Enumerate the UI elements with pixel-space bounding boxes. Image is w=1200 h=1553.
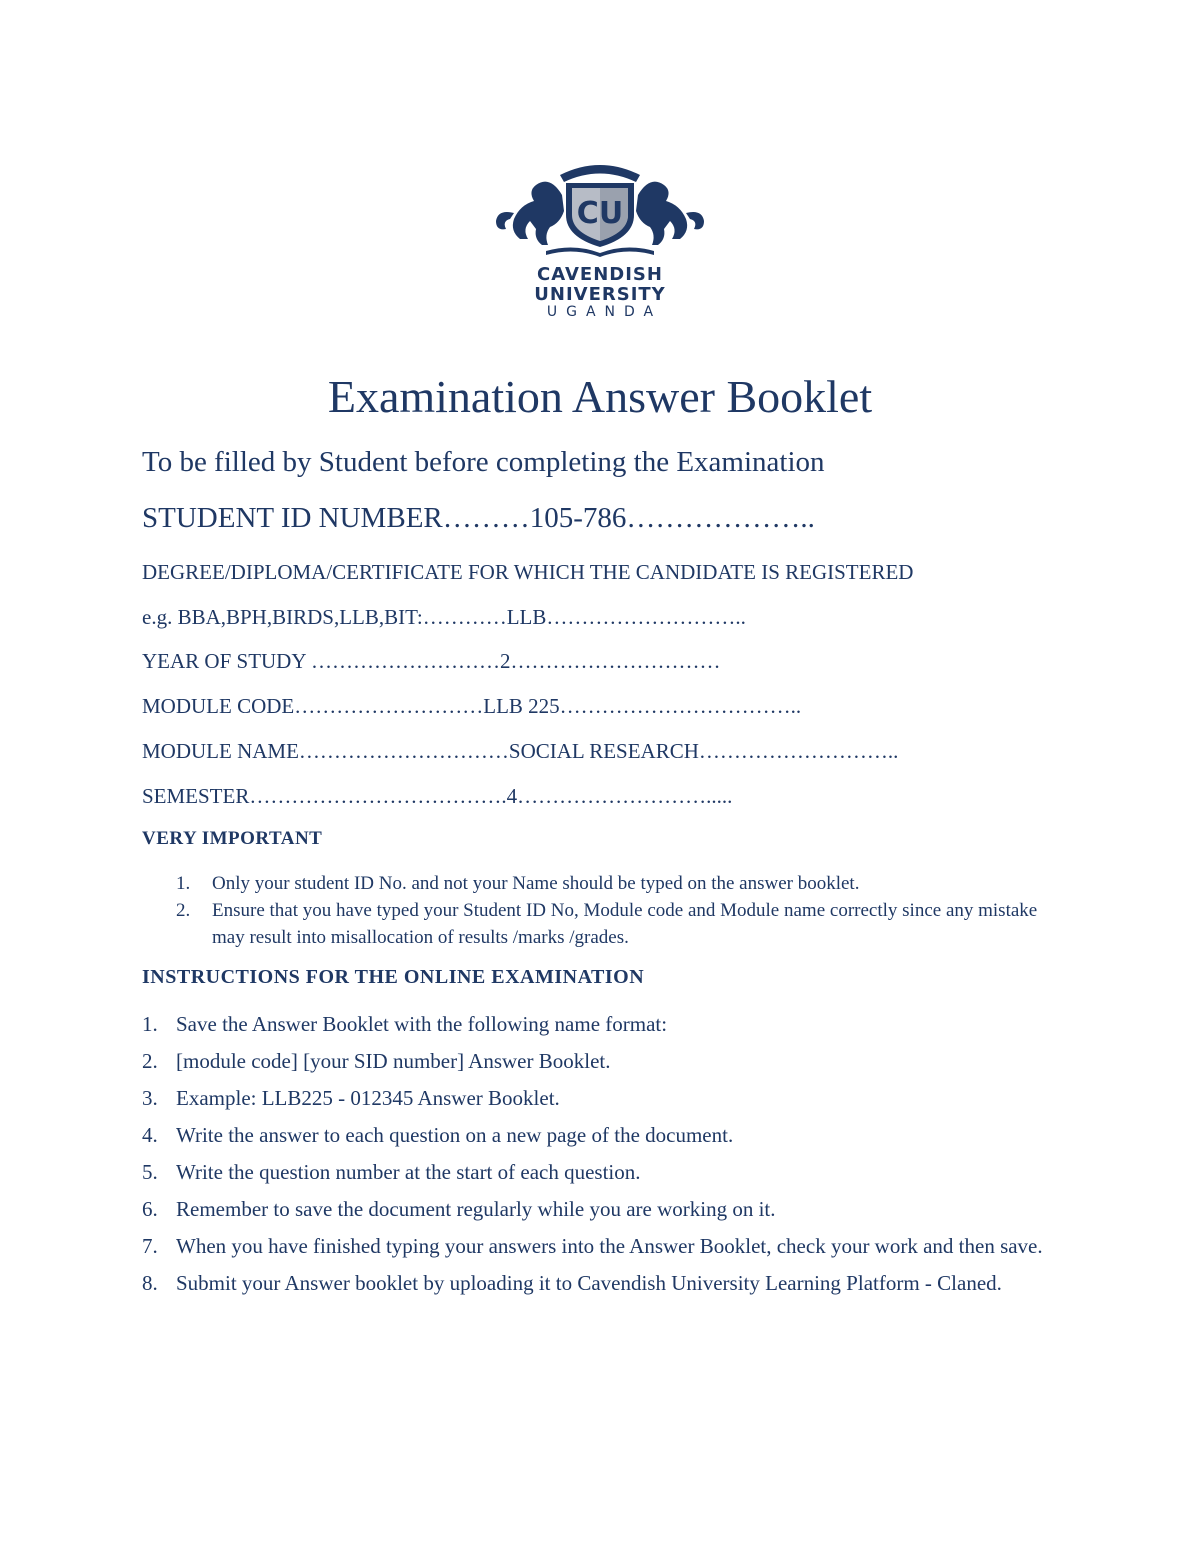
list-item	[142, 897, 1062, 951]
list-item	[142, 1159, 1062, 1186]
list-item	[142, 1011, 1062, 1038]
list-text: Submit your Answer booklet by uploading it to Cavendish University Learning Platform - Claned.	[176, 1271, 1002, 1295]
list-text: Save the Answer Booklet with the following name format:	[176, 1012, 668, 1036]
instructions-heading: INSTRUCTIONS FOR THE ONLINE EXAMINATION	[142, 966, 645, 988]
list-item	[142, 1048, 1062, 1075]
list-item	[142, 1122, 1062, 1149]
list-number: 6.	[142, 1197, 158, 1221]
list-number: 7.	[142, 1234, 158, 1258]
list-text: Example: LLB225 - 012345 Answer Booklet.	[176, 1086, 560, 1110]
student-id-line: STUDENT ID NUMBER………105-786………………..	[142, 502, 815, 534]
list-text: Only your student ID No. and not your Name should be typed on the answer booklet.	[212, 873, 860, 894]
logo-name-line3: UGANDA	[546, 304, 663, 320]
very-important-heading: VERY IMPORTANT	[142, 828, 323, 849]
list-number: 3.	[142, 1086, 158, 1110]
list-number: 8.	[142, 1271, 158, 1295]
year-of-study-field: YEAR OF STUDY ………………………2…………………………	[142, 649, 721, 673]
list-text: [module code] [your SID number] Answer Booklet.	[176, 1049, 611, 1073]
list-number: 2.	[176, 900, 191, 921]
list-item	[142, 1233, 1062, 1260]
instructions-list	[142, 1011, 1062, 1307]
list-text: When you have finished typing your answers into the Answer Booklet, check your work and then save.	[176, 1234, 1043, 1258]
semester-field: SEMESTER……………………………….4……………………….....	[142, 784, 733, 808]
module-code-field: MODULE CODE………………………LLB 225……………………………..	[142, 694, 802, 718]
list-text: Remember to save the document regularly while you are working on it.	[176, 1197, 776, 1221]
list-item	[142, 1085, 1062, 1112]
shield-letters: CU	[576, 196, 624, 231]
list-number: 4.	[142, 1123, 158, 1147]
logo-name-line1: CAVENDISH	[537, 264, 663, 285]
list-text: Write the answer to each question on a new page of the document.	[176, 1123, 734, 1147]
list-number: 5.	[142, 1160, 158, 1184]
module-name-field: MODULE NAME…………………………SOCIAL RESEARCH………………………..	[142, 739, 899, 763]
list-item	[142, 1270, 1062, 1297]
list-number: 2.	[142, 1049, 158, 1073]
logo-name-line2: UNIVERSITY	[534, 284, 666, 305]
list-number: 1.	[142, 1012, 158, 1036]
important-list	[142, 870, 1062, 951]
list-text: Write the question number at the start of each question.	[176, 1160, 641, 1184]
subtitle: To be filled by Student before completing the Examination	[142, 446, 825, 478]
list-number: 1.	[176, 873, 191, 894]
list-item	[142, 870, 1062, 897]
list-text: Ensure that you have typed your Student ID No, Module code and Module name correctly since any mistake may result into misallocation of results /marks /grades.	[212, 900, 1038, 948]
degree-label: DEGREE/DIPLOMA/CERTIFICATE FOR WHICH THE CANDIDATE IS REGISTERED	[142, 560, 914, 584]
degree-example-field: e.g. BBA,BPH,BIRDS,LLB,BIT:…………LLB………………………..	[142, 605, 746, 629]
list-item	[142, 1196, 1062, 1223]
page-title: Examination Answer Booklet	[327, 371, 873, 422]
